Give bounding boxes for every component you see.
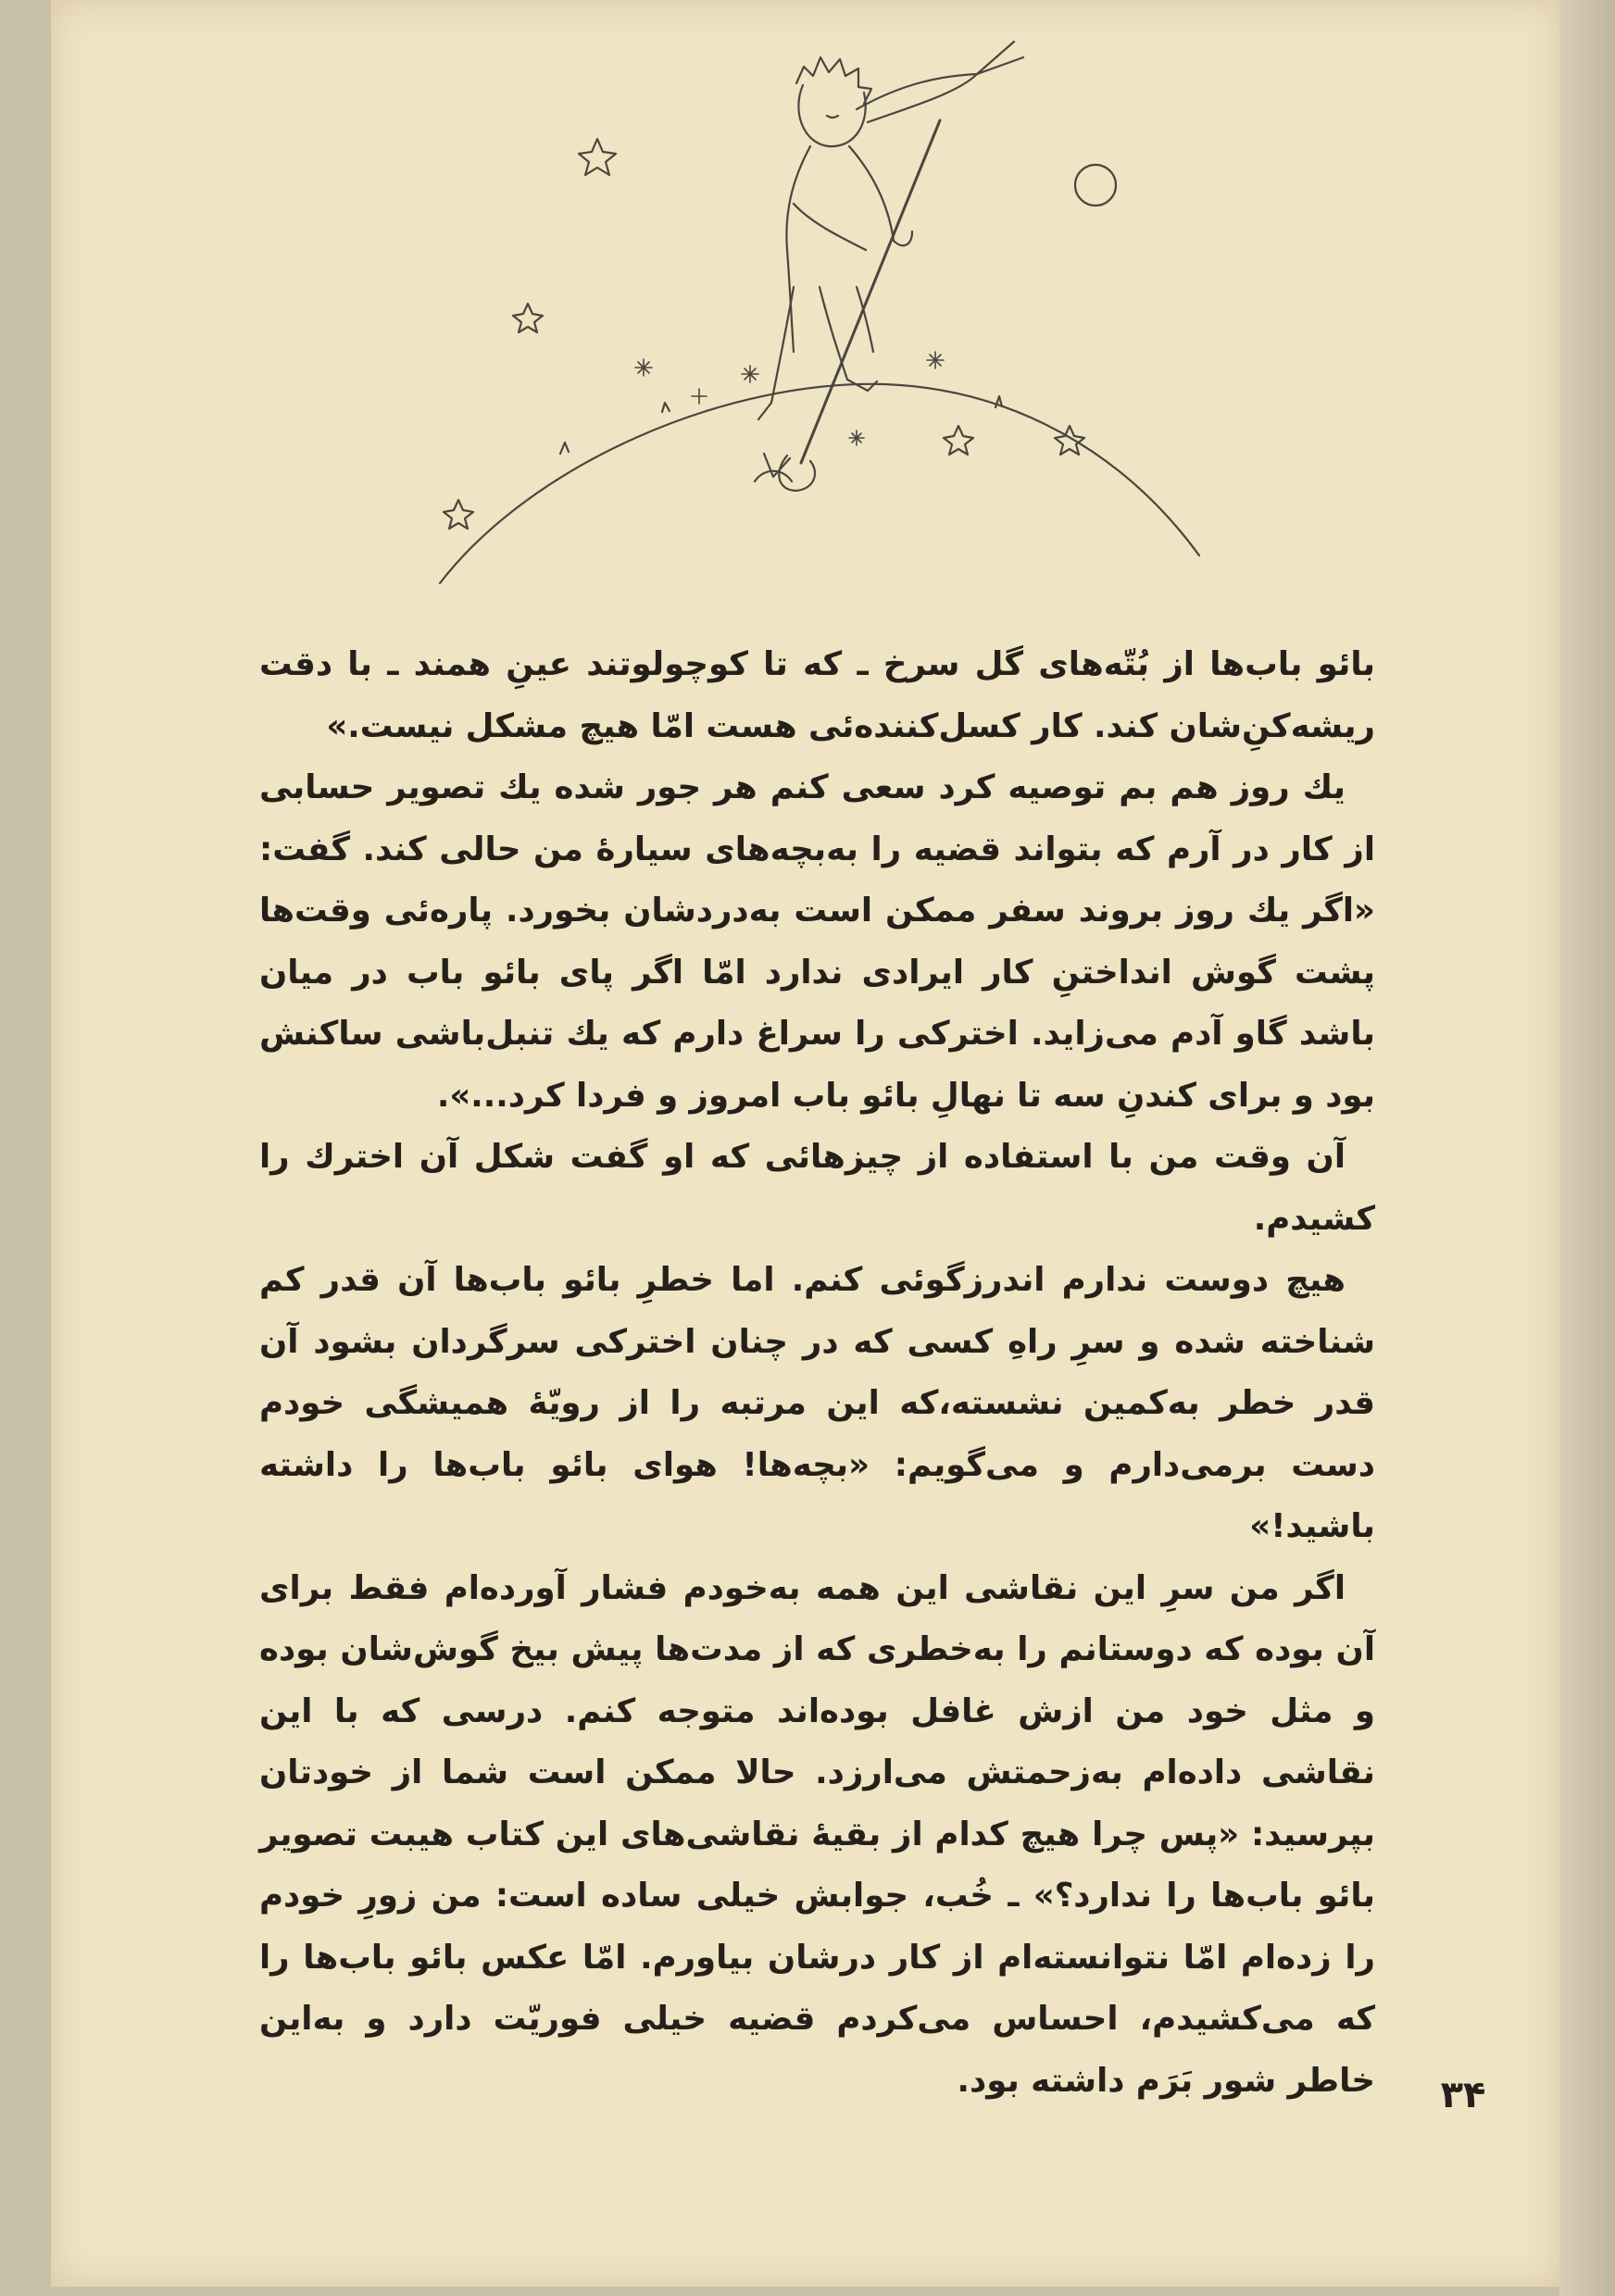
- little-prince-illustration: [421, 19, 1236, 611]
- paragraph: اگر من سرِ این نقاشی این همه به‌خودم فشار آورده‌ام فقط برای آن بوده که دوستانم را به‌خطری که از مدت‌ها پیش بیخ گوش‌شان بوده و مثل خود من ازش غافل بوده‌اند متوجه کنم. درسی که با این نقاشی داده‌ام به‌زحمتش می‌ارزد. حالا ممکن است شما از خودتان بپرسید: «پس چرا هیچ کدام از بقیهٔ نقاشی‌های این کتاب هیبت تصویر بائو باب‌ها را ندارد؟» ـ خُب، جوابش خیلی ساده است: من زورِ خودم را زده‌ام امّا نتوانسته‌ام از کار درشان بیاورم. امّا عکس بائو باب‌ها را که می‌کشیدم، احساس می‌کردم قضیه خیلی فوریّت دارد و به‌این خاطر شور بَرَم داشته بود.: [259, 1568, 1375, 2100]
- moon-icon: [1075, 165, 1116, 206]
- star-icon: [444, 139, 1084, 529]
- paragraph: بائو باب‌ها از بُتّه‌های گل سرخ ـ که تا کوچولوتند عینِ همند ـ با دقت ریشه‌کن‌ِشان کند. کار کسل‌کننده‌ئی هست امّا هیچ مشکل نیست.»: [259, 645, 1375, 745]
- little-prince-figure-icon: [758, 42, 1023, 491]
- page-number: ۳۴: [1440, 2074, 1486, 2116]
- paragraph: هیچ دوست ندارم اندرزگوئی کنم. اما خطرِ بائو باب‌ها آن قدر کم شناخته شده و سرِ راهِ کسی که در چنان اخترکی سرگردان بشود آن قدر خطر به‌کمین نشسته،که این مرتبه را از رویّهٔ همیشگی خودم دست برمی‌دارم و می‌گویم: «بچه‌ها! هوای بائو باب‌ها را داشته باشید!»: [259, 1261, 1375, 1545]
- paragraph: آن وقت من با استفاده از چیزهائی که او گفت شکل آن اخترك را کشیدم.: [259, 1138, 1375, 1238]
- sparkle-icon: [635, 352, 944, 445]
- body-text: [259, 634, 1375, 2112]
- paragraph: یك روز هم بم توصیه کرد سعی کنم هر جور شده یك تصویر حسابی از کار در آرم که بتواند قضیه را به‌بچه‌های سیارهٔ من حالی کند. گفت: «اگر یك روز بروند سفر ممکن است به‌دردشان بخورد. پاره‌ئی وقت‌ها پشت گوش انداختنِ کار ایرادی ندارد امّا اگر پای بائو باب در میان باشد گاو آدم می‌زاید. اخترکی را سراغ دارم که یك تنبل‌باشی ساکنش بود و برای کندنِ سه تا نهالِ بائو باب امروز و فردا کرد...».: [259, 768, 1375, 1115]
- book-edge: [1559, 0, 1615, 2296]
- book-page: [51, 0, 1560, 2287]
